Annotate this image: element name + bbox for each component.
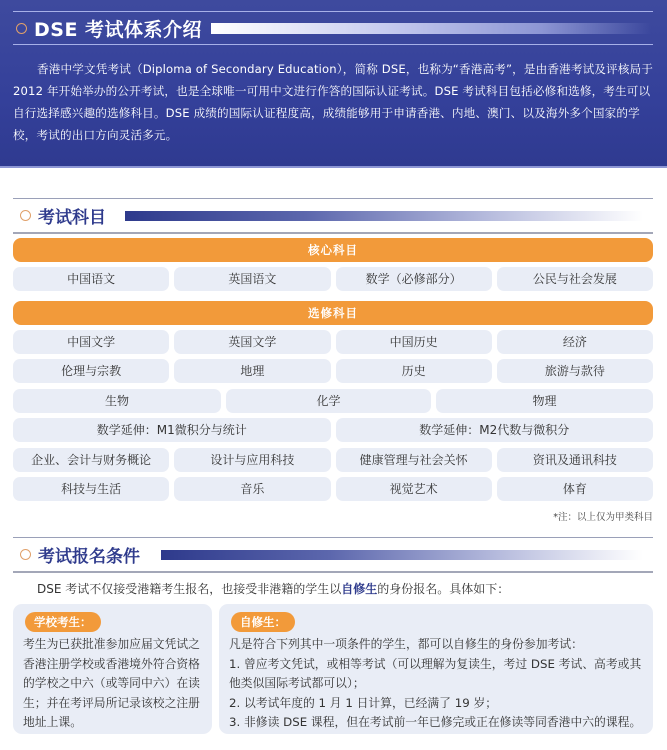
- title-gradient-bar: [125, 211, 643, 221]
- divider: [13, 44, 653, 45]
- private-candidate-text: [229, 635, 645, 733]
- subject-cell: 科技与生活: [13, 477, 169, 501]
- circle-bullet-icon: [20, 210, 31, 221]
- intro-header: [16, 15, 202, 41]
- elective-subjects-row: [13, 477, 653, 501]
- private-candidate-tag: 自修生：: [231, 612, 295, 632]
- subject-cell: 数学延伸：M1微积分与统计: [13, 418, 331, 442]
- subject-cell: 英国文学: [174, 330, 330, 354]
- intro-title: DSE 考试体系介绍: [34, 18, 203, 41]
- subject-cell: 数学（必修部分）: [336, 267, 492, 291]
- subjects-note: *注：以上仅为甲类科目: [553, 512, 653, 523]
- subject-cell: 经济: [497, 330, 653, 354]
- subject-cell: 公民与社会发展: [497, 267, 653, 291]
- lead-text: 的身份报名。具体如下：: [377, 582, 510, 596]
- elective-subjects-band: 选修科目: [13, 301, 653, 325]
- subject-cell: 化学: [226, 389, 431, 413]
- elective-subjects-row: [13, 389, 653, 413]
- divider: [13, 11, 653, 12]
- subject-cell: 生物: [13, 389, 221, 413]
- elective-subjects-row: [13, 330, 653, 354]
- condition-item: 3. 非修读 DSE 课程，但在考试前一年已修完或正在修读等同香港中六的课程。: [229, 715, 642, 729]
- subject-cell: 企业、会计与财务概论: [13, 448, 169, 472]
- subject-cell: 中国历史: [336, 330, 492, 354]
- private-candidate-intro: 凡是符合下列其中一项条件的学生，都可以自修生的身份参加考试：: [229, 637, 583, 651]
- subject-cell: 视觉艺术: [336, 477, 492, 501]
- lead-highlight: 自修生: [341, 582, 378, 596]
- core-subjects-band: 核心科目: [13, 238, 653, 262]
- intro-paragraph: 香港中学文凭考试（Diploma of Secondary Education），简称 DSE，也称为“香港高考”，是由香港考试及评核局于 2012 年开始举办的公开考试，也是全球唯一可用中文进行作答的国际认证考试。DSE 考试科目包括必修和选修，考生可以自行选择感兴趣的选修科目。DSE 成绩的国际认证程度高，成绩能够用于申请香港、内地、澳门、以及海外多个国家的学校，考试的出口方向灵活多元。: [13, 62, 654, 142]
- circle-bullet-icon: [16, 23, 27, 34]
- divider: [13, 537, 653, 538]
- subjects-title-row: [20, 202, 106, 228]
- conditions-title-row: [20, 541, 140, 567]
- core-subjects-row: [13, 267, 653, 291]
- subject-cell: 中国文学: [13, 330, 169, 354]
- subject-cell: 地理: [174, 359, 330, 383]
- conditions-title: 考试报名条件: [38, 546, 140, 567]
- subjects-title: 考试科目: [38, 207, 106, 228]
- subjects-header: [13, 198, 653, 234]
- subject-cell: 音乐: [174, 477, 330, 501]
- conditions-header: [13, 537, 653, 573]
- condition-item: 2. 以考试年度的 1 月 1 日计算，已经满了 19 岁；: [229, 695, 498, 710]
- divider: [13, 232, 653, 234]
- subject-cell: 健康管理与社会关怀: [336, 448, 492, 472]
- subject-cell: 物理: [436, 389, 653, 413]
- subject-cell: 旅游与款待: [497, 359, 653, 383]
- divider: [13, 198, 653, 199]
- subject-cell: 英国语文: [174, 267, 330, 291]
- subject-cell: 伦理与宗教: [13, 359, 169, 383]
- subject-cell: 资讯及通讯科技: [497, 448, 653, 472]
- subject-cell: 设计与应用科技: [174, 448, 330, 472]
- condition-item: 1. 曾应考文凭试，或相等考试（可以理解为复读生，考过 DSE 考试、高考或其他类似国际考试都可以）；: [229, 656, 642, 690]
- school-candidate-tag: 学校考生：: [25, 612, 101, 632]
- elective-subjects-row: [13, 359, 653, 383]
- conditions-lead: [37, 580, 509, 597]
- divider: [13, 571, 653, 573]
- elective-subjects-row: [13, 448, 653, 472]
- title-gradient-bar: [211, 23, 651, 34]
- subject-cell: 体育: [497, 477, 653, 501]
- private-candidate-card: [219, 604, 653, 734]
- subject-cell: 数学延伸：M2代数与微积分: [336, 418, 654, 442]
- title-gradient-bar: [161, 550, 643, 560]
- school-candidate-text: 考生为已获批准参加应届文凭试之香港注册学校或香港境外符合资格的学校之中六（或等同中六）在读生；并在考评局所记录该校之注册地址上课。: [23, 637, 200, 729]
- school-candidate-card: [13, 604, 212, 734]
- elective-subjects-row: [13, 418, 653, 442]
- lead-text: DSE 考试不仅接受港籍考生报名，也接受非港籍的学生以: [37, 582, 342, 596]
- circle-bullet-icon: [20, 549, 31, 560]
- intro-section: [0, 0, 667, 168]
- subject-cell: 历史: [336, 359, 492, 383]
- subject-cell: 中国语文: [13, 267, 169, 291]
